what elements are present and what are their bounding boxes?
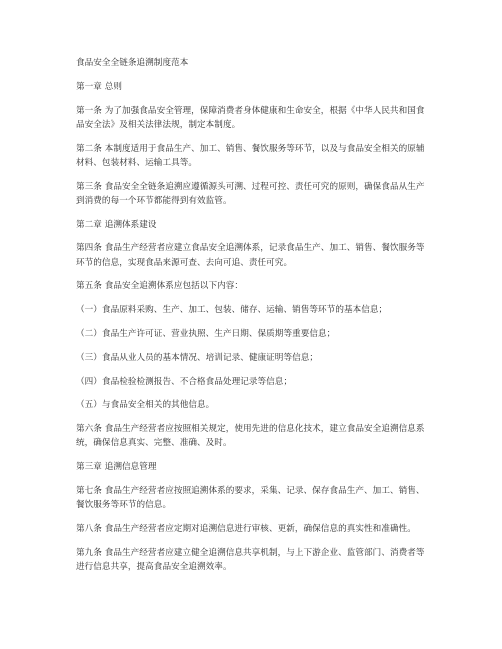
- article-4: 第四条 食品生产经营者应建立食品安全追溯体系，记录食品生产、加工、销售、餐饮服务等环节的信息，实现食品来源可查、去向可追、责任可究。: [76, 243, 425, 268]
- article-2: 第二条 本制度适用于食品生产、加工、销售、餐饮服务等环节，以及与食品安全相关的原辅材料、包装材料、运输工具等。: [76, 143, 425, 168]
- article-5-item-3: （三）食品从业人员的基本情况、培训记录、健康证明等信息；: [76, 352, 319, 363]
- article-7: 第七条 食品生产经营者应按照追溯体系的要求，采集、记录、保存食品生产、加工、销售、餐饮服务等环节的信息。: [76, 485, 425, 511]
- article-3: 第三条 食品安全全链条追溯应遵循源头可溯、过程可控、责任可究的原则，确保食品从生产到消费的每一个环节都能得到有效监管。: [76, 181, 425, 206]
- article-5-item-2: （二）食品生产许可证、营业执照、生产日期、保质期等重要信息；: [76, 328, 336, 339]
- document-title: 食品安全全链条追溯制度范本: [76, 58, 189, 68]
- article-5: 第五条 食品安全追溯体系应包括以下内容：: [76, 281, 244, 292]
- article-9: 第九条 食品生产经营者应建立健全追溯信息共享机制，与上下游企业、监管部门、消费者等进行信息共享，提高食品安全追溯效率。: [76, 547, 425, 572]
- article-1: 第一条 为了加强食品安全管理，保障消费者身体健康和生命安全，根据《中华人民共和国食品安全法》及相关法律法规，制定本制度。: [76, 105, 425, 130]
- article-5-item-1: （一）食品原料采购、生产、加工、包装、储存、运输、销售等环节的基本信息；: [76, 305, 388, 316]
- article-5-item-5: （五）与食品安全相关的其他信息。: [76, 400, 215, 411]
- article-8: 第八条 食品生产经营者应定期对追溯信息进行审核、更新，确保信息的真实性和准确性。: [76, 523, 416, 534]
- chapter-3-heading: 第三章 追溯信息管理: [76, 462, 157, 473]
- chapter-1-heading: 第一章 总则: [76, 81, 123, 92]
- article-5-item-4: （四）食品检验检测报告、不合格食品处理记录等信息；: [76, 376, 293, 387]
- article-6: 第六条 食品生产经营者应按照相关规定，使用先进的信息化技术，建立食品安全追溯信息系统，确保信息真实、完整、准确、及时。: [76, 424, 425, 449]
- chapter-2-heading: 第二章 追溯体系建设: [76, 219, 157, 230]
- document-body: [76, 56, 432, 584]
